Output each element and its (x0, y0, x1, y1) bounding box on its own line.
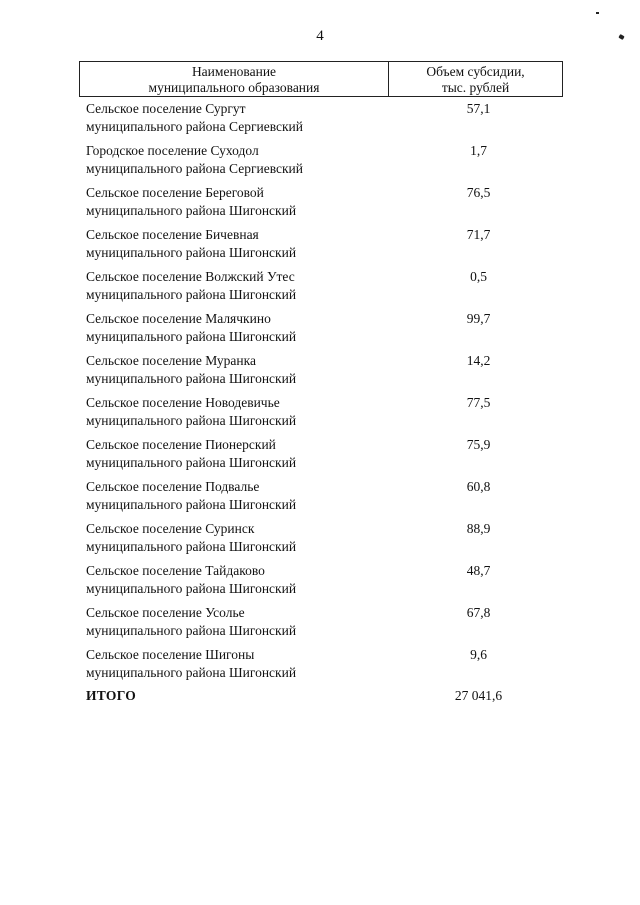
row-name-line2: муниципального района Шигонский (86, 329, 297, 344)
table-header (79, 61, 563, 97)
row-name-line1: Сельское поселение Волжский Утес (86, 269, 295, 284)
table-row (79, 310, 563, 352)
table-row (79, 352, 563, 394)
table-row (79, 520, 563, 562)
header-name-line1: Наименование (191, 64, 277, 79)
row-name-line1: Сельское поселение Муранка (86, 353, 256, 368)
table-row (79, 604, 563, 646)
row-value: 99,7 (466, 311, 491, 326)
table-row (79, 142, 563, 184)
row-name (79, 100, 388, 142)
total-label: ИТОГО (86, 688, 137, 703)
table-row (79, 394, 563, 436)
row-name-line1: Сельское поселение Суринск (86, 521, 255, 536)
row-name-line2: муниципального района Сергиевский (86, 161, 303, 176)
row-name-line2: муниципального района Шигонский (86, 413, 297, 428)
row-name-line1: Городское поселение Суходол (86, 143, 259, 158)
row-name-line1: Сельское поселение Береговой (86, 185, 264, 200)
table-row (79, 562, 563, 604)
row-value: 88,9 (466, 521, 491, 536)
row-name (79, 310, 388, 352)
row-name-line2: муниципального района Шигонский (86, 245, 297, 260)
row-name-line2: муниципального района Шигонский (86, 203, 297, 218)
row-name (79, 436, 388, 478)
row-name (79, 226, 388, 268)
row-name (79, 520, 388, 562)
row-name-line1: Сельское поселение Усолье (86, 605, 245, 620)
header-name-column (80, 62, 389, 96)
table-row (79, 436, 563, 478)
row-name-line1: Сельское поселение Пионерский (86, 437, 276, 452)
row-name (79, 478, 388, 520)
table-row (79, 478, 563, 520)
row-value: 0,5 (470, 269, 487, 284)
header-value-line2: тыс. рублей (441, 80, 510, 95)
table-row (79, 100, 563, 142)
row-name-line1: Сельское поселение Малячкино (86, 311, 271, 326)
table-row (79, 226, 563, 268)
row-name-line2: муниципального района Шигонский (86, 497, 297, 512)
scan-speck (596, 12, 599, 14)
header-value-column (389, 62, 562, 96)
row-name-line1: Сельское поселение Сургут (86, 101, 246, 116)
table-row (79, 184, 563, 226)
row-name-line1: Сельское поселение Шигоны (86, 647, 255, 662)
row-name-line2: муниципального района Шигонский (86, 665, 297, 680)
row-value: 1,7 (470, 143, 487, 158)
row-name-line2: муниципального района Шигонский (86, 455, 297, 470)
row-name-line1: Сельское поселение Тайдаково (86, 563, 265, 578)
row-value: 9,6 (470, 647, 487, 662)
row-value: 57,1 (466, 101, 491, 116)
header-name-line2: муниципального образования (148, 80, 320, 95)
row-value: 71,7 (466, 227, 491, 242)
row-value: 48,7 (466, 563, 491, 578)
row-name-line1: Сельское поселение Подвалье (86, 479, 260, 494)
subsidy-table (79, 61, 563, 709)
row-name-line2: муниципального района Сергиевский (86, 119, 303, 134)
row-name (79, 604, 388, 646)
row-value: 76,5 (466, 185, 491, 200)
row-value: 75,9 (466, 437, 491, 452)
row-name-line2: муниципального района Шигонский (86, 581, 297, 596)
row-name (79, 646, 388, 688)
row-name-line2: муниципального района Шигонский (86, 539, 297, 554)
total-row (79, 687, 563, 709)
row-name-line1: Сельское поселение Новодевичье (86, 395, 280, 410)
row-name (79, 562, 388, 604)
row-value: 77,5 (466, 395, 491, 410)
row-name-line2: муниципального района Шигонский (86, 623, 297, 638)
row-value: 67,8 (466, 605, 491, 620)
table-body (79, 100, 563, 709)
row-value: 60,8 (466, 479, 491, 494)
row-name-line2: муниципального района Шигонский (86, 287, 297, 302)
table-row (79, 646, 563, 688)
row-name (79, 142, 388, 184)
row-name (79, 184, 388, 226)
header-value-line1: Объем субсидии, (426, 64, 525, 79)
row-name-line2: муниципального района Шигонский (86, 371, 297, 386)
table-row (79, 268, 563, 310)
total-value: 27 041,6 (454, 688, 503, 703)
row-name (79, 352, 388, 394)
row-name-line1: Сельское поселение Бичевная (86, 227, 259, 242)
page-number: 4 (316, 28, 324, 44)
row-name (79, 394, 388, 436)
row-name (79, 268, 388, 310)
row-value: 14,2 (466, 353, 491, 368)
